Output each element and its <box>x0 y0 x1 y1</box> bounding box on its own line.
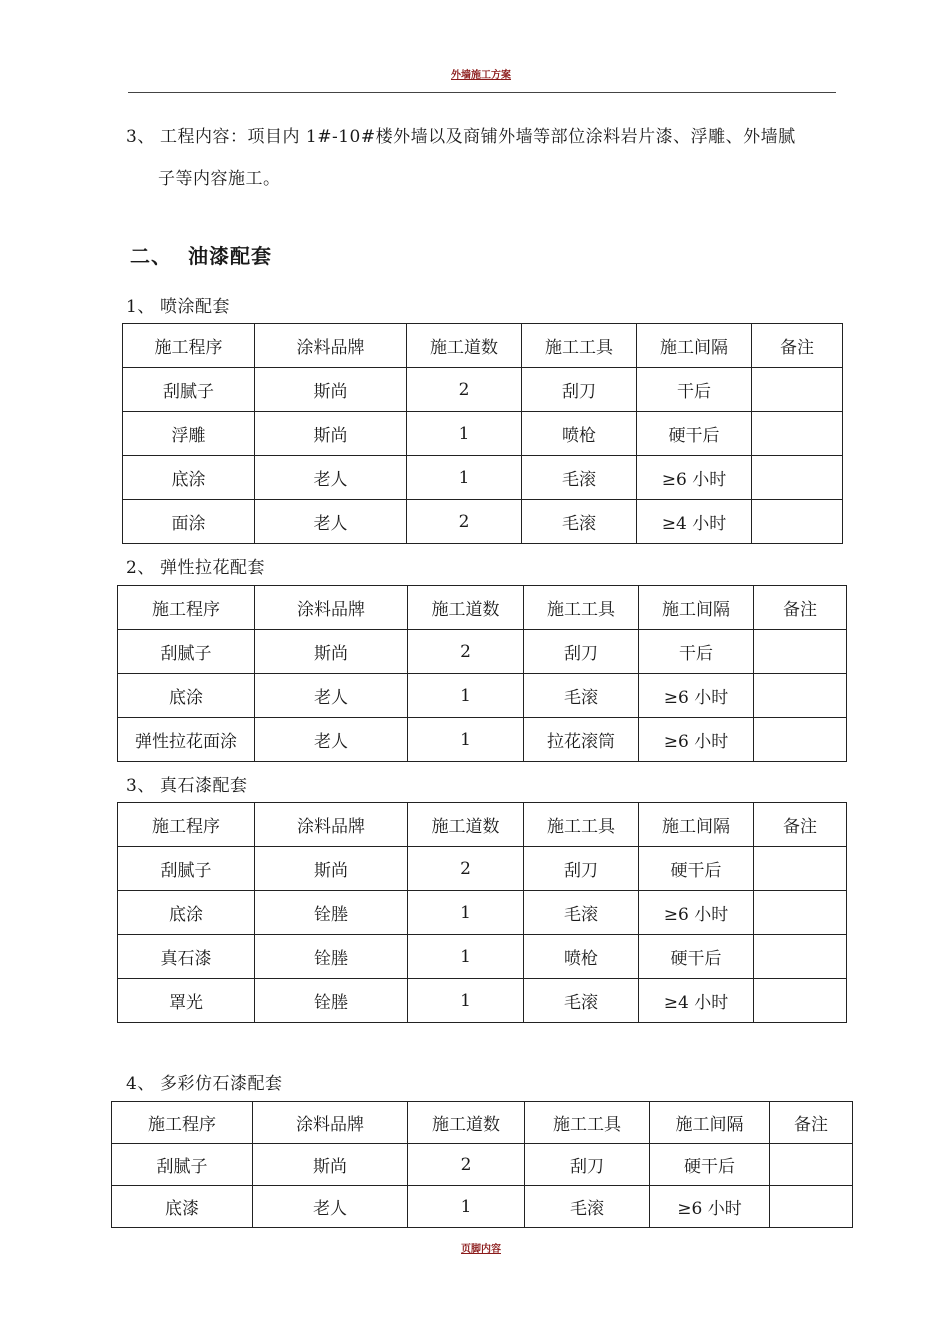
table-header-cell: 备注 <box>754 803 847 847</box>
table-cell: 毛滚 <box>522 500 637 544</box>
table-4-number: 4、 <box>126 1074 155 1094</box>
table-cell: ≥4 小时 <box>637 500 752 544</box>
table-header-cell: 涂料品牌 <box>255 803 408 847</box>
table-cell <box>754 674 847 718</box>
table-cell: 1 <box>408 674 524 718</box>
table-cell: ≥4 小时 <box>639 979 754 1023</box>
table-row <box>123 368 843 412</box>
table-header-cell: 涂料品牌 <box>253 1102 408 1144</box>
table-row <box>112 1186 853 1228</box>
spray-coating-table <box>122 323 843 544</box>
table-cell: 2 <box>408 1144 525 1186</box>
table-row <box>118 979 847 1023</box>
table-cell: 斯尚 <box>255 630 408 674</box>
table-cell <box>754 891 847 935</box>
table-header-cell: 施工间隔 <box>650 1102 770 1144</box>
table-cell: 老人 <box>255 500 407 544</box>
table-cell: 毛滚 <box>522 456 637 500</box>
table-cell: 刮腻子 <box>123 368 255 412</box>
table-cell: 喷枪 <box>524 935 639 979</box>
table-cell: 硬干后 <box>637 412 752 456</box>
table-header-cell: 施工道数 <box>408 1102 525 1144</box>
table-cell: 刮腻子 <box>112 1144 253 1186</box>
table-2-title: 弹性拉花配套 <box>160 558 265 578</box>
table-header-cell: 施工工具 <box>525 1102 650 1144</box>
table-cell: 老人 <box>255 456 407 500</box>
paragraph-number: 3、 <box>126 127 155 147</box>
table-cell: 老人 <box>253 1186 408 1228</box>
table-cell <box>754 979 847 1023</box>
table-cell: 弹性拉花面涂 <box>118 718 255 762</box>
table-1-title: 喷涂配套 <box>160 297 230 317</box>
table-cell: 底涂 <box>118 891 255 935</box>
table-cell <box>770 1144 853 1186</box>
table-row <box>118 718 847 762</box>
table-4-title: 多彩仿石漆配套 <box>160 1074 283 1094</box>
elastic-texture-table <box>117 585 847 762</box>
table-cell: 刮腻子 <box>118 630 255 674</box>
table-row <box>118 847 847 891</box>
table-cell <box>752 456 843 500</box>
table-cell: 硬干后 <box>639 847 754 891</box>
table-cell: 铨塍 <box>255 979 408 1023</box>
table-header-cell: 涂料品牌 <box>255 586 408 630</box>
section-heading <box>130 240 272 269</box>
table-cell: 硬干后 <box>639 935 754 979</box>
table-2-number: 2、 <box>126 558 155 578</box>
table-cell <box>754 718 847 762</box>
table-cell <box>754 935 847 979</box>
table-header-cell: 施工间隔 <box>637 324 752 368</box>
table-header-row <box>118 586 847 630</box>
table-cell: 底涂 <box>123 456 255 500</box>
table-cell <box>752 412 843 456</box>
table-cell: ≥6 小时 <box>650 1186 770 1228</box>
table-cell: 拉花滚筒 <box>524 718 639 762</box>
table-cell: 1 <box>407 412 522 456</box>
table-cell: 底漆 <box>112 1186 253 1228</box>
table-cell: 2 <box>408 630 524 674</box>
table-4-caption <box>126 1069 283 1094</box>
table-cell <box>754 630 847 674</box>
table-row <box>112 1144 853 1186</box>
table-cell <box>752 368 843 412</box>
table-cell: 毛滚 <box>524 674 639 718</box>
table-cell <box>754 847 847 891</box>
header-divider <box>128 92 836 93</box>
table-cell: 1 <box>408 979 524 1023</box>
table-header-cell: 施工程序 <box>118 803 255 847</box>
page-header: 外墙施工方案 <box>451 70 511 81</box>
table-header-cell: 备注 <box>752 324 843 368</box>
table-row <box>118 935 847 979</box>
table-cell: 干后 <box>639 630 754 674</box>
table-cell: 铨塍 <box>255 891 408 935</box>
table-cell: 老人 <box>255 718 408 762</box>
section-title: 油漆配套 <box>188 244 272 268</box>
paragraph-line-2: 子等内容施工。 <box>158 169 281 189</box>
table-cell: 浮雕 <box>123 412 255 456</box>
table-cell: 刮刀 <box>524 847 639 891</box>
table-cell: 毛滚 <box>524 891 639 935</box>
multicolor-stone-table <box>111 1101 853 1228</box>
table-cell: 斯尚 <box>255 368 407 412</box>
table-header-cell: 施工道数 <box>408 586 524 630</box>
table-cell: 面涂 <box>123 500 255 544</box>
table-cell: 2 <box>407 500 522 544</box>
table-cell: 2 <box>407 368 522 412</box>
page-footer: 页脚内容 <box>461 1244 501 1255</box>
table-row <box>118 674 847 718</box>
table-header-cell: 施工工具 <box>524 586 639 630</box>
table-header-cell: 涂料品牌 <box>255 324 407 368</box>
table-header-row <box>118 803 847 847</box>
table-header-cell: 施工道数 <box>408 803 524 847</box>
table-1-number: 1、 <box>126 297 155 317</box>
table-cell: ≥6 小时 <box>637 456 752 500</box>
table-cell: 铨塍 <box>255 935 408 979</box>
table-3-caption <box>126 771 248 796</box>
table-cell: 1 <box>408 718 524 762</box>
table-cell: 1 <box>408 1186 525 1228</box>
table-header-row <box>112 1102 853 1144</box>
table-header-cell: 备注 <box>770 1102 853 1144</box>
table-header-cell: 施工程序 <box>112 1102 253 1144</box>
table-cell: ≥6 小时 <box>639 891 754 935</box>
table-cell: 毛滚 <box>524 979 639 1023</box>
table-cell: 1 <box>407 456 522 500</box>
table-row <box>118 891 847 935</box>
table-header-cell: 施工工具 <box>522 324 637 368</box>
table-2-caption <box>126 553 265 578</box>
table-header-cell: 备注 <box>754 586 847 630</box>
table-cell: 刮刀 <box>524 630 639 674</box>
table-header-cell: 施工道数 <box>407 324 522 368</box>
section-number: 二、 <box>130 244 172 268</box>
table-cell: 底涂 <box>118 674 255 718</box>
table-cell: 斯尚 <box>255 412 407 456</box>
table-cell: ≥6 小时 <box>639 718 754 762</box>
table-cell: ≥6 小时 <box>639 674 754 718</box>
table-header-cell: 施工程序 <box>118 586 255 630</box>
table-cell: 硬干后 <box>650 1144 770 1186</box>
table-cell: 斯尚 <box>255 847 408 891</box>
table-cell: 刮刀 <box>525 1144 650 1186</box>
table-header-cell: 施工程序 <box>123 324 255 368</box>
table-cell: 刮刀 <box>522 368 637 412</box>
table-cell: 老人 <box>255 674 408 718</box>
table-cell: 斯尚 <box>253 1144 408 1186</box>
table-header-row <box>123 324 843 368</box>
table-cell <box>770 1186 853 1228</box>
table-cell: 刮腻子 <box>118 847 255 891</box>
table-header-cell: 施工间隔 <box>639 803 754 847</box>
table-3-title: 真石漆配套 <box>160 776 248 796</box>
table-3-number: 3、 <box>126 776 155 796</box>
table-cell: 毛滚 <box>525 1186 650 1228</box>
table-cell: 真石漆 <box>118 935 255 979</box>
table-cell: 干后 <box>637 368 752 412</box>
table-cell: 2 <box>408 847 524 891</box>
table-row <box>123 456 843 500</box>
table-row <box>123 500 843 544</box>
stone-paint-table <box>117 802 847 1023</box>
table-cell: 1 <box>408 891 524 935</box>
table-header-cell: 施工工具 <box>524 803 639 847</box>
content-paragraph <box>126 116 836 200</box>
table-cell: 1 <box>408 935 524 979</box>
table-row <box>123 412 843 456</box>
paragraph-text-1: 工程内容：项目内 1#-10#楼外墙以及商铺外墙等部位涂料岩片漆、浮雕、外墙腻 <box>160 127 796 147</box>
table-cell <box>752 500 843 544</box>
table-row <box>118 630 847 674</box>
table-cell: 罩光 <box>118 979 255 1023</box>
table-header-cell: 施工间隔 <box>639 586 754 630</box>
table-cell: 喷枪 <box>522 412 637 456</box>
paragraph-line-1 <box>126 116 836 158</box>
table-1-caption <box>126 292 230 317</box>
